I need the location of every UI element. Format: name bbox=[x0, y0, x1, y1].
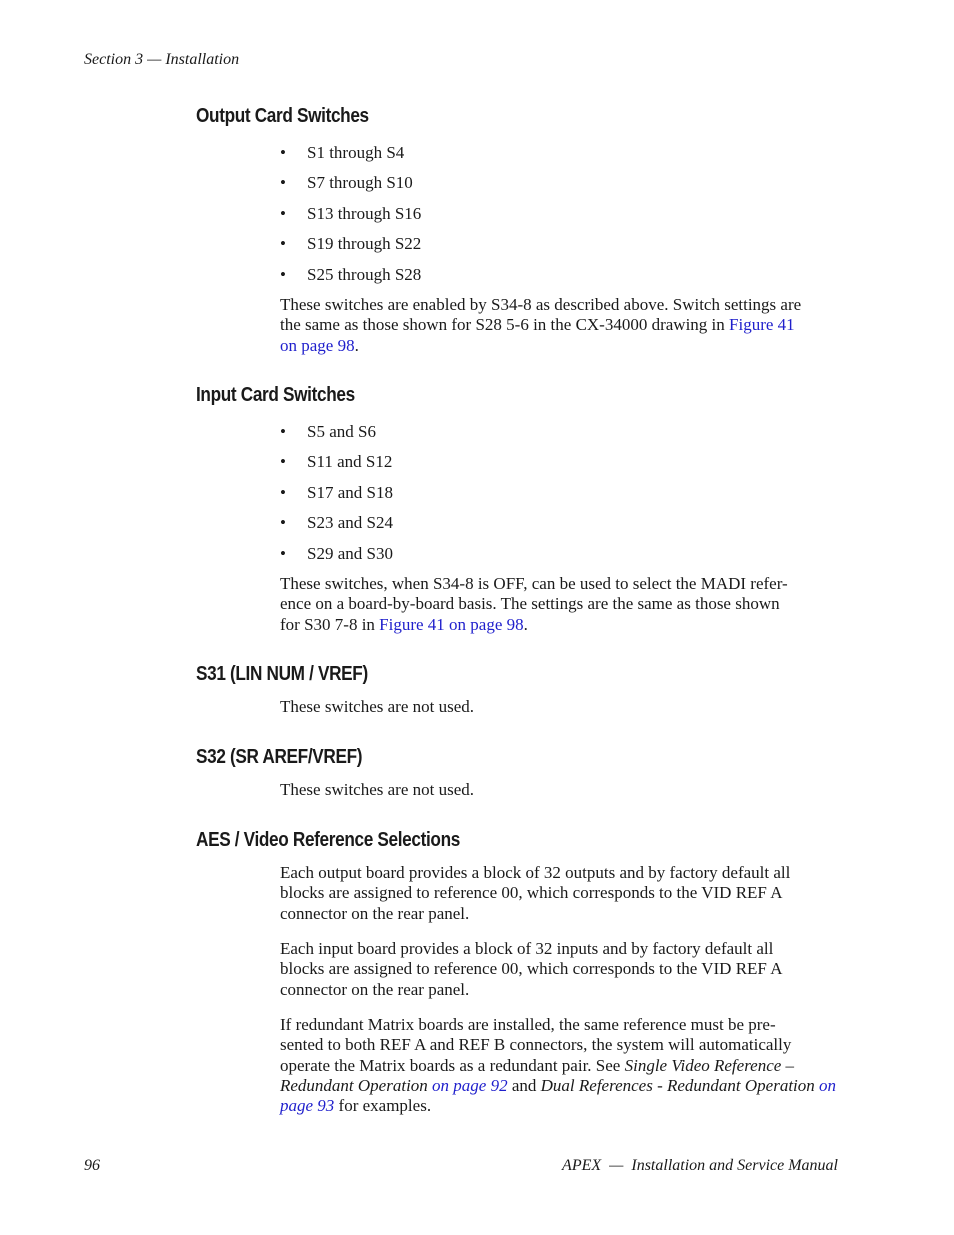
input-card-switches-heading: Input Card Switches bbox=[196, 384, 355, 406]
list-item: • S11 and S12 bbox=[280, 452, 393, 482]
list-item: • S29 and S30 bbox=[280, 544, 393, 574]
input-switches-paragraph: These switches, when S34-8 is OFF, can be used to select the MADI refer- ence on a board-by-board basis. The settings are the same as those shown for S30 7-8 in Figure 41 on page 98. bbox=[280, 574, 788, 634]
s32-heading: S32 (SR AREF/VREF) bbox=[196, 746, 363, 768]
output-switches-paragraph: These switches are enabled by S34-8 as described above. Switch settings are the same as those shown for S28 5-6 in the CX-34000 drawing in Figure 41 on page 98. bbox=[280, 295, 802, 355]
s31-heading: S31 (LIN NUM / VREF) bbox=[196, 663, 368, 685]
figure-41-page-98-link[interactable]: Figure 41 on page 98 bbox=[379, 614, 524, 634]
list-item: • S5 and S6 bbox=[280, 422, 393, 452]
running-header: Section 3 — Installation bbox=[84, 51, 240, 68]
page-93-link-start[interactable]: on bbox=[819, 1075, 837, 1095]
s32-text: These switches are not used. bbox=[280, 780, 475, 799]
list-item: • S1 through S4 bbox=[280, 143, 421, 173]
s31-text: These switches are not used. bbox=[280, 697, 475, 716]
output-card-switches-heading: Output Card Switches bbox=[196, 105, 369, 127]
page-92-link[interactable]: on page 92 bbox=[432, 1075, 508, 1095]
aes-video-reference-heading: AES / Video Reference Selections bbox=[196, 829, 460, 851]
aes-paragraph-3: If redundant Matrix boards are installed, the same reference must be pre- sented to both REF A and REF B connectors, the system will automatically operate the Matrix boards as a redundant pair. See Single Video Reference – Redundant Operation on page 92 and Dual References - Redundant Operation on page 93 for examples. bbox=[280, 1015, 837, 1116]
list-item: • S17 and S18 bbox=[280, 483, 393, 513]
aes-paragraph-1: Each output board provides a block of 32 outputs and by factory default all blocks are assigned to reference 00, which corresponds to the VID REF A connector on the rear panel. bbox=[280, 863, 791, 923]
manual-title: APEX — Installation and Service Manual bbox=[562, 1157, 838, 1174]
aes-paragraph-2: Each input board provides a block of 32 inputs and by factory default all blocks are assigned to reference 00, which corresponds to the VID REF A connector on the rear panel. bbox=[280, 939, 783, 999]
list-item: • S23 and S24 bbox=[280, 513, 393, 543]
figure-41-link[interactable]: Figure 41 bbox=[729, 315, 795, 335]
list-item: • S7 through S10 bbox=[280, 173, 421, 203]
list-item: • S13 through S16 bbox=[280, 204, 421, 234]
output-switch-list bbox=[280, 143, 421, 295]
input-switch-list bbox=[280, 422, 393, 574]
page-98-link[interactable]: on page 98 bbox=[280, 335, 355, 355]
list-item: • S25 through S28 bbox=[280, 265, 421, 295]
page-93-link-end[interactable]: page 93 bbox=[280, 1096, 335, 1116]
list-item: • S19 through S22 bbox=[280, 234, 421, 264]
page-number: 96 bbox=[84, 1157, 100, 1174]
